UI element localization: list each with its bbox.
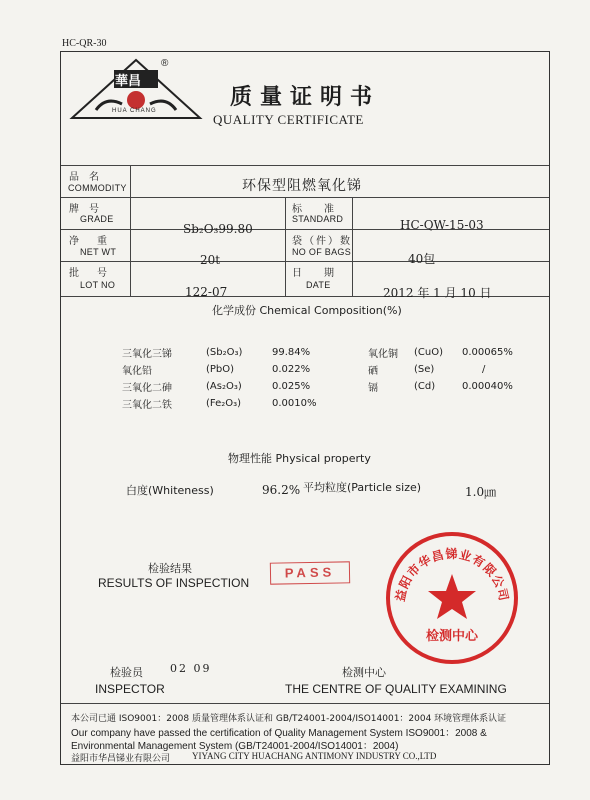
date-label-en: DATE bbox=[306, 280, 331, 290]
divider bbox=[285, 197, 286, 296]
component-formula: (CuO) bbox=[414, 347, 443, 358]
composition-row bbox=[122, 344, 317, 361]
component-formula: (As₂O₃) bbox=[206, 381, 242, 392]
centre-label-cn: 检测中心 bbox=[342, 666, 386, 679]
component-name: 三氧化二铁 bbox=[122, 400, 172, 411]
lot-label-cn: 批号 bbox=[69, 268, 125, 279]
composition-row bbox=[122, 395, 317, 412]
component-name: 硒 bbox=[368, 366, 378, 377]
logo-brand-en: HUA CHANG bbox=[112, 108, 157, 114]
composition-left-table bbox=[122, 344, 317, 412]
lot-label-en: LOT NO bbox=[80, 280, 116, 290]
component-value: 0.022% bbox=[272, 364, 311, 375]
inspector-label-cn: 检验员 bbox=[110, 666, 143, 679]
grade-value: Sb₂O₃99.80 bbox=[183, 222, 253, 236]
component-value: 99.84% bbox=[272, 347, 311, 358]
component-formula: (Fe₂O₃) bbox=[206, 398, 242, 409]
company-seal bbox=[382, 528, 522, 668]
standard-label-cn: 标准 bbox=[292, 204, 356, 215]
bags-label-cn: 袋（件）数 bbox=[292, 236, 352, 247]
component-name: 氧化铜 bbox=[368, 349, 398, 360]
composition-row bbox=[122, 378, 317, 395]
results-label-en: RESULTS OF INSPECTION bbox=[98, 576, 250, 590]
composition-row bbox=[368, 361, 513, 378]
net-wt-label-en: NET WT bbox=[80, 247, 117, 257]
date-value: 2012 年 1 月 10 日 bbox=[383, 286, 492, 300]
component-formula: (Sb₂O₃) bbox=[206, 347, 243, 358]
seal-ring-text: 益阳市华昌锑业有限公司 bbox=[392, 547, 512, 603]
footer-company-cn: 益阳市华昌锑业有限公司 bbox=[71, 754, 171, 764]
logo-registered: ® bbox=[161, 58, 169, 69]
seal-center-text: 检测中心 bbox=[425, 629, 479, 644]
component-name: 三氧化二砷 bbox=[122, 383, 172, 394]
divider bbox=[61, 261, 549, 262]
component-formula: (PbO) bbox=[206, 364, 235, 375]
date-label-cn: 日期 bbox=[292, 268, 356, 279]
divider bbox=[61, 165, 549, 166]
footer-cert-cn: 本公司已通 ISO9001：2008 质量管理体系认证和 GB/T24001-2004/ISO14001：2004 环境管理体系认证 bbox=[71, 714, 507, 724]
lot-value: 122-07 bbox=[185, 285, 228, 299]
component-formula: (Se) bbox=[414, 364, 435, 375]
title-en: QUALITY CERTIFICATE bbox=[213, 112, 364, 127]
footer-company-en: YIYANG CITY HUACHANG ANTIMONY INDUSTRY CO.,LTD bbox=[192, 751, 437, 761]
bags-label-en: NO OF BAGS bbox=[292, 247, 352, 257]
grade-label-en: GRADE bbox=[80, 214, 114, 224]
standard-value: HC-QW-15-03 bbox=[400, 218, 484, 232]
whiteness-label: 白度(Whiteness) bbox=[126, 484, 214, 497]
pass-stamp-text: PASS bbox=[284, 564, 336, 581]
component-value: 0.00040% bbox=[462, 381, 513, 392]
standard-label-en: STANDARD bbox=[292, 214, 344, 224]
component-value: / bbox=[482, 364, 486, 375]
component-value: 0.025% bbox=[272, 381, 311, 392]
seal-star-icon bbox=[428, 574, 476, 619]
physical-heading: 物理性能 Physical property bbox=[228, 452, 371, 465]
footer-cert-en-1: Our company have passed the certification of Quality Management System ISO9001：2008 & bbox=[71, 728, 487, 739]
grade-label-cn: 牌号 bbox=[69, 204, 109, 215]
results-label-cn: 检验结果 bbox=[148, 562, 192, 575]
component-value: 0.00065% bbox=[462, 347, 513, 358]
logo-brand-cn: 華昌 bbox=[115, 74, 142, 89]
composition-row bbox=[368, 344, 513, 361]
component-name: 氧化铅 bbox=[122, 366, 152, 377]
net-wt-value: 20t bbox=[200, 253, 221, 267]
particle-label: 平均粒度(Particle size) bbox=[303, 481, 422, 494]
composition-row bbox=[122, 361, 317, 378]
centre-label-en: THE CENTRE OF QUALITY EXAMINING bbox=[285, 682, 507, 696]
inspector-label-en: INSPECTOR bbox=[95, 682, 165, 696]
divider bbox=[130, 165, 131, 296]
commodity-value: 环保型阻燃氧化锑 bbox=[242, 178, 362, 194]
particle-value: 1.0㎛ bbox=[465, 485, 497, 499]
whiteness-value: 96.2% bbox=[262, 483, 301, 497]
composition-row bbox=[368, 378, 513, 395]
inspector-value: 02 09 bbox=[170, 662, 212, 675]
component-value: 0.0010% bbox=[272, 398, 317, 409]
net-wt-label-cn: 净重 bbox=[69, 236, 125, 247]
title-cn: 质量证明书 bbox=[230, 85, 381, 110]
pass-stamp bbox=[270, 561, 350, 584]
footer-cert-en-2: Environmental Management System (GB/T24001-2004/ISO14001：2004) bbox=[71, 741, 399, 752]
component-name: 镉 bbox=[368, 383, 378, 394]
divider bbox=[61, 197, 549, 198]
component-formula: (Cd) bbox=[414, 381, 436, 392]
composition-right-table bbox=[368, 344, 513, 395]
commodity-label-cn: 品名 bbox=[69, 172, 109, 183]
commodity-label-en: COMMODITY bbox=[68, 183, 127, 193]
document-code: HC-QR-30 bbox=[62, 38, 107, 49]
divider bbox=[61, 703, 549, 704]
component-name: 三氧化三锑 bbox=[122, 349, 172, 360]
bags-value: 40包 bbox=[408, 252, 436, 266]
composition-heading: 化学成份 Chemical Composition(%) bbox=[212, 304, 402, 317]
